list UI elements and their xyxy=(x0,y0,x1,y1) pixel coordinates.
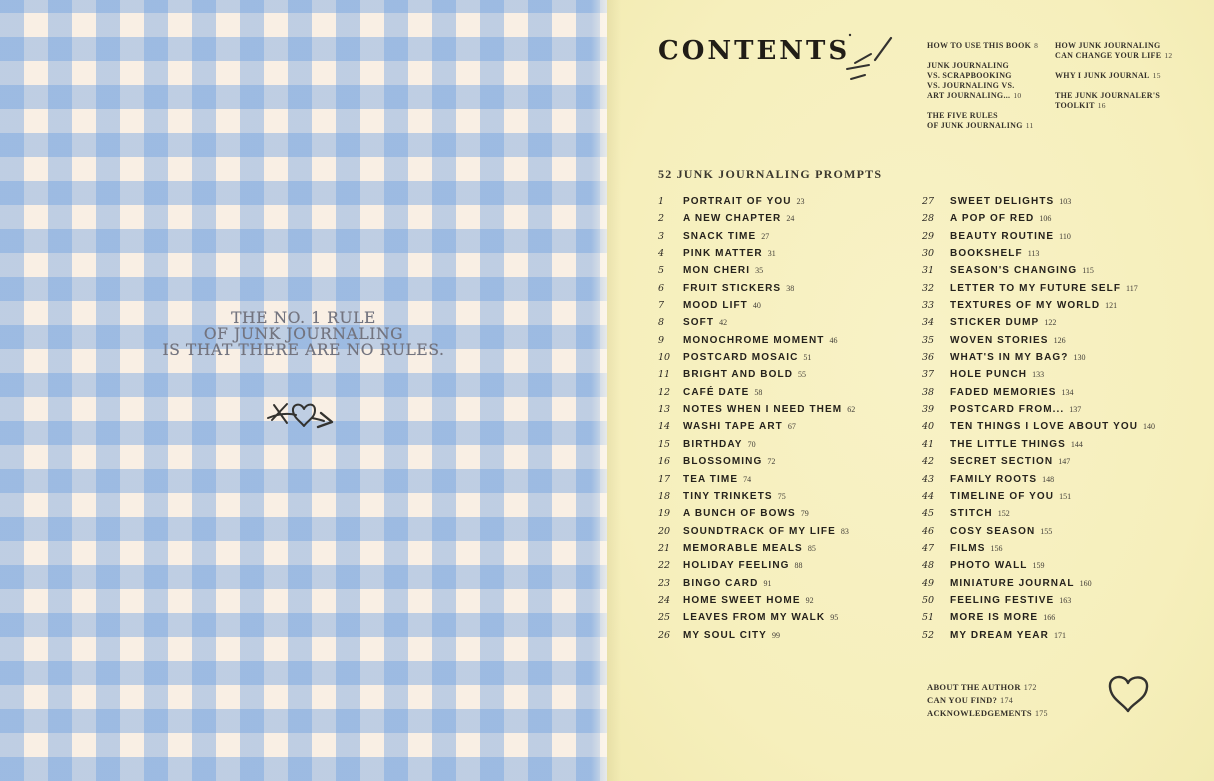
prompt-title: POSTCARD MOSAIC xyxy=(683,352,799,364)
prompt-page-number: 95 xyxy=(830,613,839,623)
prompt-number: 35 xyxy=(922,334,935,346)
prompt-row xyxy=(922,352,1192,369)
prompt-page-number: 51 xyxy=(803,353,812,363)
prompt-title: FAMILY ROOTS xyxy=(950,473,1038,485)
prompt-number: 19 xyxy=(658,508,671,520)
prompt-title: FEELING FESTIVE xyxy=(950,594,1055,606)
prompt-number: 7 xyxy=(658,300,665,312)
page-title: CONTENTS xyxy=(658,36,851,66)
prompt-number: 27 xyxy=(922,196,935,207)
prompt-row xyxy=(922,491,1192,508)
prompt-page-number: 121 xyxy=(1105,301,1118,311)
prompt-title: HOME SWEET HOME xyxy=(683,594,801,606)
prompt-page-number: 38 xyxy=(786,283,795,293)
sparkle-doodle-icon xyxy=(843,30,895,87)
prompt-row xyxy=(922,508,1192,525)
prompt-page-number: 92 xyxy=(805,595,814,605)
prompt-number: 14 xyxy=(658,421,671,433)
prompt-row xyxy=(658,612,928,629)
prompt-number: 28 xyxy=(922,213,935,225)
prompt-title: PORTRAIT OF YOU xyxy=(683,196,792,207)
prompt-title: LETTER TO MY FUTURE SELF xyxy=(950,282,1122,294)
prompt-page-number: 103 xyxy=(1059,197,1072,206)
prompt-page-number: 140 xyxy=(1143,422,1156,432)
prompt-row xyxy=(658,283,928,300)
front-matter-column-1 xyxy=(927,41,1047,141)
prompt-title: BINGO CARD xyxy=(683,577,759,589)
prompt-number: 1 xyxy=(658,196,665,207)
prompt-row xyxy=(658,491,928,508)
front-matter-page-number: 11 xyxy=(1025,121,1034,130)
prompt-page-number: 115 xyxy=(1082,266,1094,276)
prompt-title: BRIGHT AND BOLD xyxy=(683,369,794,381)
prompt-title: TEN THINGS I LOVE ABOUT YOU xyxy=(950,421,1139,433)
prompt-page-number: 151 xyxy=(1059,491,1072,501)
prompt-page-number: 74 xyxy=(743,474,752,484)
prompt-page-number: 75 xyxy=(777,491,786,501)
prompt-number: 15 xyxy=(658,438,671,450)
prompt-number: 41 xyxy=(922,438,935,450)
prompt-number: 17 xyxy=(658,473,671,485)
prompt-row xyxy=(922,474,1192,491)
prompt-title: SECRET SECTION xyxy=(950,456,1054,468)
prompt-row xyxy=(658,317,928,334)
prompt-title: CAFÉ DATE xyxy=(683,386,750,398)
prompt-row xyxy=(922,439,1192,456)
prompt-row xyxy=(658,231,928,248)
front-matter-title: THE FIVE RULES OF JUNK JOURNALING xyxy=(927,111,1023,130)
prompt-number: 8 xyxy=(658,317,665,329)
prompt-page-number: 46 xyxy=(829,335,838,345)
prompt-number: 9 xyxy=(658,334,665,346)
prompt-row xyxy=(658,369,928,386)
prompt-row xyxy=(658,595,928,612)
prompt-number: 24 xyxy=(658,594,671,606)
front-matter-entry xyxy=(927,41,1047,51)
prompt-title: SOUNDTRACK OF MY LIFE xyxy=(683,525,836,537)
prompt-title: MINIATURE JOURNAL xyxy=(950,577,1075,589)
prompt-title: WHAT'S IN MY BAG? xyxy=(950,352,1069,364)
prompt-number: 34 xyxy=(922,317,935,329)
prompt-title: HOLIDAY FEELING xyxy=(683,560,790,572)
prompt-number: 2 xyxy=(658,213,665,225)
prompt-row xyxy=(658,630,928,647)
prompt-number: 23 xyxy=(658,577,671,589)
prompt-title: MY SOUL CITY xyxy=(683,629,767,641)
prompt-number: 48 xyxy=(922,560,935,572)
prompt-number: 10 xyxy=(658,352,671,364)
prompt-page-number: 166 xyxy=(1043,613,1056,623)
prompt-number: 50 xyxy=(922,594,935,606)
prompt-number: 43 xyxy=(922,473,935,485)
prompt-row xyxy=(658,456,928,473)
front-matter-title: HOW JUNK JOURNALING CAN CHANGE YOUR LIFE xyxy=(1055,41,1162,60)
prompt-page-number: 126 xyxy=(1053,335,1066,345)
front-matter-entry xyxy=(927,61,1047,101)
prompt-number: 16 xyxy=(658,456,671,468)
prompt-title: WOVEN STORIES xyxy=(950,334,1049,346)
prompt-page-number: 134 xyxy=(1061,387,1074,397)
prompt-title: LEAVES FROM MY WALK xyxy=(683,612,826,624)
front-matter-page-number: 12 xyxy=(1164,51,1173,60)
prompt-title: BIRTHDAY xyxy=(683,438,743,450)
prompt-page-number: 147 xyxy=(1058,457,1071,467)
prompt-row xyxy=(658,387,928,404)
prompt-number: 21 xyxy=(658,542,671,554)
prompt-number: 32 xyxy=(922,282,935,294)
prompt-row xyxy=(658,335,928,352)
prompt-row xyxy=(922,578,1192,595)
prompt-title: PHOTO WALL xyxy=(950,560,1028,572)
prompt-row xyxy=(658,543,928,560)
prompt-page-number: 133 xyxy=(1032,370,1045,380)
prompt-title: MEMORABLE MEALS xyxy=(683,542,803,554)
prompt-row xyxy=(922,404,1192,421)
rule-quote-line: OF JUNK JOURNALING xyxy=(203,325,404,343)
heart-arrow-doodle-icon xyxy=(266,396,334,443)
prompt-page-number: 72 xyxy=(767,457,776,467)
prompt-title: MORE IS MORE xyxy=(950,612,1039,624)
prompt-page-number: 117 xyxy=(1126,283,1138,293)
prompt-title: SEASON'S CHANGING xyxy=(950,265,1078,277)
end-matter-entry xyxy=(927,707,1048,720)
front-matter-entry xyxy=(1055,41,1180,61)
rule-quote-line: IS THAT THERE ARE NO RULES. xyxy=(162,341,445,359)
prompt-number: 25 xyxy=(658,612,671,624)
prompt-title: TEXTURES OF MY WORLD xyxy=(950,300,1101,312)
front-matter-title: THE JUNK JOURNALER'S TOOLKIT xyxy=(1055,91,1161,110)
prompt-number: 29 xyxy=(922,230,935,242)
prompt-page-number: 144 xyxy=(1070,439,1083,449)
prompt-page-number: 163 xyxy=(1059,595,1072,605)
prompt-number: 26 xyxy=(658,629,671,641)
prompt-row xyxy=(922,283,1192,300)
prompt-number: 6 xyxy=(658,282,665,294)
prompt-title: POSTCARD FROM... xyxy=(950,404,1065,416)
prompt-page-number: 55 xyxy=(798,370,807,380)
prompt-title: MONOCHROME MOMENT xyxy=(683,334,825,346)
prompt-row xyxy=(658,421,928,438)
front-matter-entry xyxy=(1055,71,1180,81)
prompt-row xyxy=(658,265,928,282)
prompt-title: BOOKSHELF xyxy=(950,248,1023,260)
prompt-row xyxy=(658,196,928,213)
prompt-page-number: 42 xyxy=(719,318,728,328)
prompt-row xyxy=(922,595,1192,612)
prompt-row xyxy=(922,231,1192,248)
prompt-title: WASHI TAPE ART xyxy=(683,421,783,433)
prompt-row xyxy=(922,369,1192,386)
prompt-page-number: 91 xyxy=(763,578,772,588)
prompt-title: SWEET DELIGHTS xyxy=(950,196,1055,207)
prompt-page-number: 99 xyxy=(771,630,780,640)
prompt-page-number: 113 xyxy=(1027,249,1040,259)
prompt-number: 4 xyxy=(658,248,665,260)
prompt-title: STICKER DUMP xyxy=(950,317,1040,329)
front-matter-entry xyxy=(1055,91,1180,111)
prompt-title: THE LITTLE THINGS xyxy=(950,438,1066,450)
prompt-row xyxy=(658,213,928,230)
prompt-row xyxy=(658,474,928,491)
front-matter-page-number: 15 xyxy=(1152,71,1161,80)
prompt-list-right xyxy=(922,196,1192,647)
prompt-page-number: 40 xyxy=(752,301,761,311)
prompt-row xyxy=(658,526,928,543)
prompt-number: 45 xyxy=(922,508,935,520)
prompt-number: 33 xyxy=(922,300,935,312)
prompt-row xyxy=(922,630,1192,647)
prompt-page-number: 85 xyxy=(807,543,816,553)
prompt-number: 52 xyxy=(922,629,935,641)
prompt-row xyxy=(922,543,1192,560)
prompt-row xyxy=(922,421,1192,438)
prompt-row xyxy=(658,439,928,456)
prompt-page-number: 27 xyxy=(761,231,770,241)
prompt-number: 18 xyxy=(658,490,671,502)
prompt-title: PINK MATTER xyxy=(683,248,763,260)
prompt-page-number: 23 xyxy=(796,197,805,206)
prompt-page-number: 83 xyxy=(840,526,849,536)
rule-quote xyxy=(0,310,607,358)
prompt-number: 13 xyxy=(658,404,671,416)
prompt-number: 44 xyxy=(922,490,935,502)
front-matter-page-number: 8 xyxy=(1034,41,1039,50)
prompt-number: 38 xyxy=(922,386,935,398)
prompt-number: 37 xyxy=(922,369,935,381)
prompt-page-number: 31 xyxy=(767,249,776,259)
prompt-page-number: 24 xyxy=(786,214,795,224)
prompt-page-number: 155 xyxy=(1040,526,1053,536)
prompt-number: 11 xyxy=(658,369,671,381)
prompt-page-number: 171 xyxy=(1053,630,1066,640)
prompt-title: TEA TIME xyxy=(683,473,739,485)
end-matter-entry xyxy=(927,694,1048,707)
prompt-page-number: 67 xyxy=(787,422,796,432)
prompt-page-number: 152 xyxy=(997,509,1010,519)
prompt-title: A BUNCH OF BOWS xyxy=(683,508,796,520)
front-matter-page-number: 10 xyxy=(1013,91,1022,100)
prompt-title: FILMS xyxy=(950,542,986,554)
prompt-row xyxy=(658,404,928,421)
prompt-title: STITCH xyxy=(950,508,993,520)
front-matter-page-number: 16 xyxy=(1097,101,1106,110)
prompt-row xyxy=(658,578,928,595)
prompt-row xyxy=(658,352,928,369)
end-matter-entry xyxy=(927,681,1048,694)
prompt-number: 49 xyxy=(922,577,935,589)
prompt-row xyxy=(658,300,928,317)
prompt-page-number: 62 xyxy=(847,405,856,415)
end-matter-page-number: 175 xyxy=(1034,709,1048,718)
prompt-row xyxy=(922,196,1192,213)
prompt-number: 3 xyxy=(658,230,665,242)
prompt-page-number: 106 xyxy=(1039,214,1052,224)
front-matter-column-2 xyxy=(1055,41,1180,121)
prompt-title: NOTES WHEN I NEED THEM xyxy=(683,404,843,416)
prompt-row xyxy=(922,335,1192,352)
prompt-row xyxy=(922,248,1192,265)
prompt-number: 46 xyxy=(922,525,935,537)
prompt-title: TINY TRINKETS xyxy=(683,490,773,502)
prompt-page-number: 148 xyxy=(1042,474,1055,484)
prompt-page-number: 88 xyxy=(794,561,803,571)
prompt-title: BLOSSOMING xyxy=(683,456,763,468)
prompt-row xyxy=(922,300,1192,317)
front-matter-title: JUNK JOURNALING VS. SCRAPBOOKING VS. JOURNALING VS. ART JOURNALING... xyxy=(927,61,1015,100)
prompt-row xyxy=(922,317,1192,334)
prompt-page-number: 35 xyxy=(755,266,764,276)
prompts-section-heading: 52 JUNK JOURNALING PROMPTS xyxy=(658,167,883,181)
prompt-number: 51 xyxy=(922,612,935,624)
prompt-row xyxy=(922,526,1192,543)
end-matter-title: ACKNOWLEDGEMENTS xyxy=(927,708,1032,718)
prompt-page-number: 122 xyxy=(1044,318,1057,328)
prompt-title: MOOD LIFT xyxy=(683,300,748,312)
rule-quote-line: THE NO. 1 RULE xyxy=(231,309,376,327)
prompt-row xyxy=(922,560,1192,577)
prompt-page-number: 70 xyxy=(747,439,756,449)
prompt-number: 12 xyxy=(658,386,671,398)
prompt-row xyxy=(658,508,928,525)
prompt-number: 42 xyxy=(922,456,935,468)
prompt-number: 47 xyxy=(922,542,935,554)
prompt-title: MY DREAM YEAR xyxy=(950,629,1049,641)
prompt-number: 20 xyxy=(658,525,671,537)
heart-doodle-icon xyxy=(1105,672,1151,721)
end-matter-page-number: 174 xyxy=(1000,696,1014,705)
end-matter-title: CAN YOU FIND? xyxy=(927,695,998,705)
prompt-title: FADED MEMORIES xyxy=(950,386,1057,398)
prompt-page-number: 156 xyxy=(990,543,1003,553)
prompt-row xyxy=(922,387,1192,404)
prompt-row xyxy=(922,213,1192,230)
prompt-page-number: 130 xyxy=(1073,353,1086,363)
end-matter-list xyxy=(927,681,1048,720)
end-matter-page-number: 172 xyxy=(1023,683,1037,692)
prompt-number: 40 xyxy=(922,421,935,433)
front-matter-entry xyxy=(927,111,1047,131)
prompt-row xyxy=(922,265,1192,282)
prompt-number: 36 xyxy=(922,352,935,364)
prompt-list-left xyxy=(658,196,928,647)
prompt-title: A POP OF RED xyxy=(950,213,1035,225)
front-matter-title: HOW TO USE THIS BOOK xyxy=(927,41,1032,50)
prompt-title: HOLE PUNCH xyxy=(950,369,1028,381)
prompt-page-number: 110 xyxy=(1059,231,1071,241)
prompt-title: SNACK TIME xyxy=(683,230,757,242)
prompt-number: 39 xyxy=(922,404,935,416)
prompt-title: MON CHERI xyxy=(683,265,751,277)
prompt-page-number: 79 xyxy=(800,509,809,519)
right-page-contents xyxy=(607,0,1214,781)
prompt-page-number: 58 xyxy=(754,387,763,397)
prompt-row xyxy=(922,612,1192,629)
prompt-number: 31 xyxy=(922,265,935,277)
prompt-row xyxy=(658,560,928,577)
prompt-title: A NEW CHAPTER xyxy=(683,213,782,225)
prompt-row xyxy=(658,248,928,265)
end-matter-title: ABOUT THE AUTHOR xyxy=(927,682,1021,692)
prompt-number: 5 xyxy=(658,265,665,277)
prompt-title: FRUIT STICKERS xyxy=(683,282,782,294)
prompt-number: 30 xyxy=(922,248,935,260)
prompt-page-number: 137 xyxy=(1069,405,1082,415)
prompt-number: 22 xyxy=(658,560,671,572)
prompt-title: BEAUTY ROUTINE xyxy=(950,230,1055,242)
prompt-row xyxy=(922,456,1192,473)
prompt-title: TIMELINE OF YOU xyxy=(950,490,1055,502)
prompt-title: SOFT xyxy=(683,317,715,329)
prompt-title: COSY SEASON xyxy=(950,525,1036,537)
prompt-page-number: 160 xyxy=(1079,578,1092,588)
front-matter-title: WHY I JUNK JOURNAL xyxy=(1055,71,1150,80)
prompt-page-number: 159 xyxy=(1032,561,1045,571)
